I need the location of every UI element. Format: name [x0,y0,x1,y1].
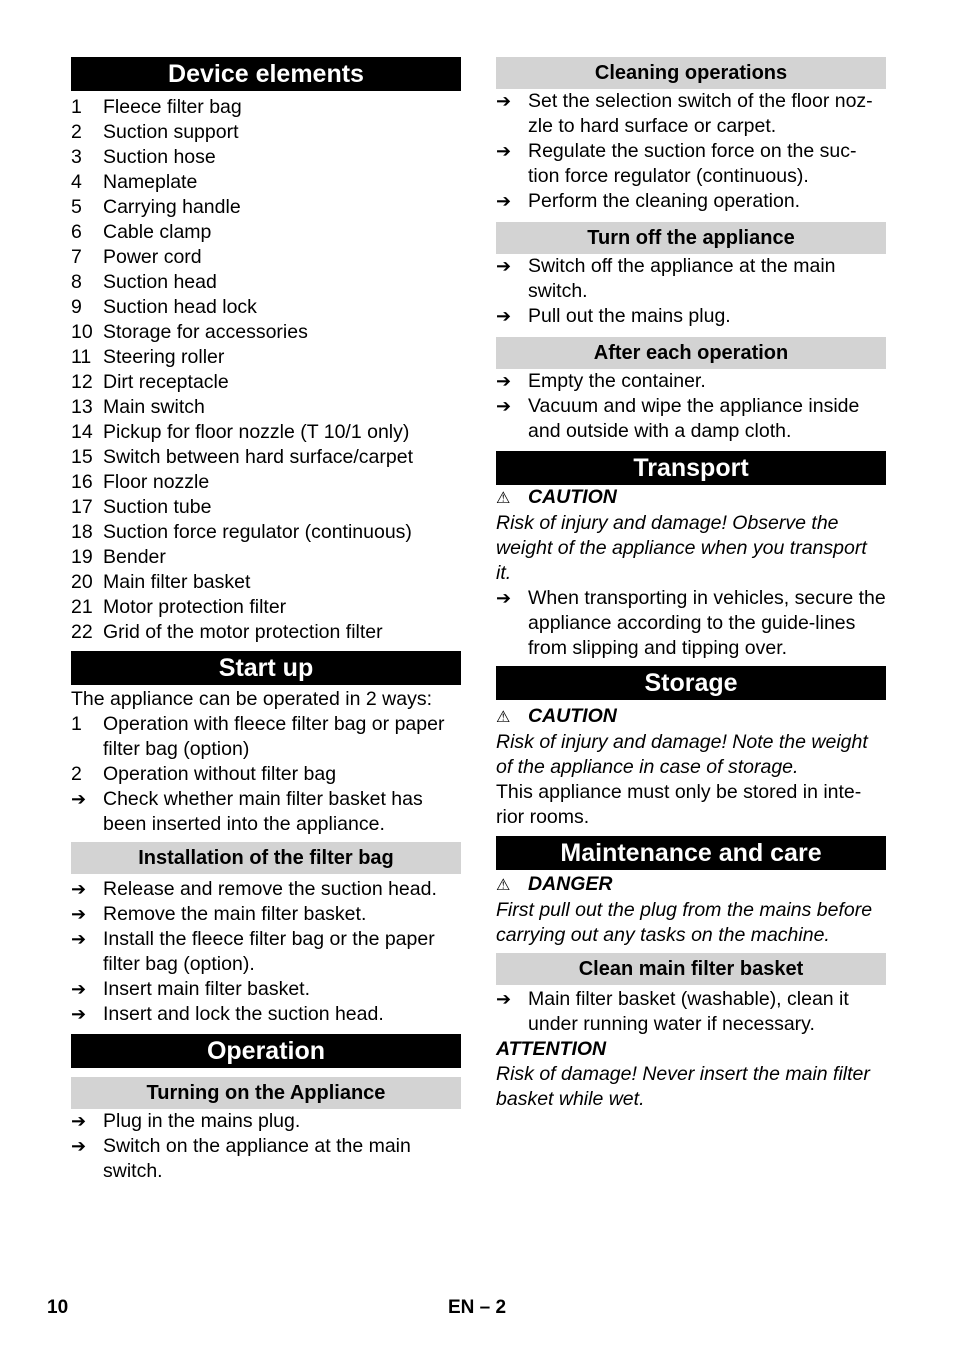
list-item [71,345,461,370]
item-number: 3 [71,146,82,168]
item-text: Switch between hard surface/carpet [103,446,414,468]
list-item [71,270,461,295]
item-text: Operation with fleece filter bag or paper filter bag (option) [103,713,445,760]
left-column [71,57,461,1184]
item-text: Suction head lock [103,296,257,318]
item-number: 14 [71,421,93,443]
step-item [496,394,886,444]
arrow-right-icon: ➔ [496,191,512,211]
page-label: EN – 2 [448,1297,507,1318]
item-number: 16 [71,471,93,493]
storage-note: This appliance must only be stored in inte-rior rooms. [496,781,862,828]
item-number: 13 [71,396,93,418]
step-item [71,977,461,1002]
cleaning-heading: Cleaning operations [496,57,886,89]
list-item [71,395,461,420]
step-text: Set the selection switch of the floor noz-zle to hard surface or carpet. [528,90,873,137]
arrow-right-icon: ➔ [496,989,512,1009]
step-item [496,304,886,329]
step-text: Install the fleece filter bag or the paper filter bag (option). [103,928,435,975]
item-text: Main switch [103,396,205,418]
arrow-right-icon: ➔ [496,588,512,608]
installation-steps [71,877,461,1027]
item-text: Suction force regulator (continuous) [103,521,412,543]
list-item [71,195,461,220]
step-text: Regulate the suction force on the suc-tion force regulator (continuous). [528,140,857,187]
list-item [71,445,461,470]
maintenance-danger [496,872,886,898]
step-item [496,89,886,139]
list-item [71,570,461,595]
transport-caution [496,485,886,511]
list-item [71,762,461,787]
item-text: Steering roller [103,346,225,368]
page-number: 10 [47,1297,69,1318]
step-text: Remove the main filter basket. [103,903,367,925]
item-number: 11 [71,346,92,368]
item-number: 1 [71,96,82,118]
maintenance-heading: Maintenance and care [496,836,886,870]
storage-heading: Storage [496,666,886,700]
device-elements-list [71,95,461,645]
item-number: 22 [71,621,93,643]
arrow-right-icon: ➔ [496,371,512,391]
transport-heading: Transport [496,451,886,485]
step-text: Insert and lock the suction head. [103,1003,384,1025]
item-text: Nameplate [103,171,198,193]
list-item [71,520,461,545]
step-text: Switch on the appliance at the main switch. [103,1135,411,1182]
item-text: Main filter basket [103,571,251,593]
step-item [71,1002,461,1027]
list-item [71,295,461,320]
item-number: 12 [71,371,93,393]
item-number: 2 [71,763,82,785]
danger-label: DANGER [528,873,613,895]
item-text: Operation without filter bag [103,763,337,785]
item-number: 4 [71,171,82,193]
step-item [496,369,886,394]
item-number: 9 [71,296,82,318]
operation-heading: Operation [71,1034,461,1068]
item-number: 20 [71,571,93,593]
cleaning-steps [496,89,886,214]
item-text: Suction tube [103,496,212,518]
item-number: 8 [71,271,82,293]
attention-text: Risk of damage! Never insert the main filter basket while wet. [496,1063,870,1110]
item-number: 15 [71,446,93,468]
step-item [71,927,461,977]
arrow-right-icon: ➔ [496,256,512,276]
list-item [71,545,461,570]
step-item [496,189,886,214]
list-item [71,420,461,445]
turning-on-steps [71,1109,461,1184]
device-elements-heading: Device elements [71,57,461,91]
list-item [71,245,461,270]
list-item [71,370,461,395]
item-text: Pickup for floor nozzle (T 10/1 only) [103,421,410,443]
warning-icon: ⚠ [496,490,511,507]
turn-off-heading: Turn off the appliance [496,222,886,254]
item-text: Fleece filter bag [103,96,242,118]
arrow-right-icon: ➔ [496,141,512,161]
arrow-right-icon: ➔ [496,396,512,416]
list-item [71,620,461,645]
arrow-right-icon: ➔ [71,904,87,924]
item-text: Bender [103,546,166,568]
attention-label: ATTENTION [496,1038,607,1060]
step-text: Release and remove the suction head. [103,878,437,900]
item-text: Suction hose [103,146,216,168]
step-item [496,139,886,189]
step-item [496,586,886,661]
list-item [71,145,461,170]
caution-label: CAUTION [528,705,617,727]
item-text: Suction head [103,271,217,293]
storage-caution-text: Risk of injury and damage! Note the weight of the appliance in case of storage. [496,731,868,778]
item-text: Power cord [103,246,202,268]
clean-filter-steps [496,987,886,1037]
step-text: Main filter basket (washable), clean it under running water if necessary. [528,988,849,1035]
item-number: 5 [71,196,82,218]
clean-filter-heading: Clean main filter basket [496,953,886,985]
item-text: Motor protection filter [103,596,287,618]
arrow-right-icon: ➔ [71,789,87,809]
list-item [71,170,461,195]
transport-steps [496,586,886,661]
step-item [71,877,461,902]
item-number: 1 [71,713,82,735]
step-item [71,787,461,837]
step-text: Switch off the appliance at the main switch. [528,255,836,302]
item-text: Floor nozzle [103,471,210,493]
storage-caution [496,704,886,730]
arrow-right-icon: ➔ [71,1111,87,1131]
item-number: 21 [71,596,93,618]
list-item [71,495,461,520]
installation-heading: Installation of the filter bag [71,842,461,874]
after-each-steps [496,369,886,444]
arrow-right-icon: ➔ [71,979,87,999]
item-text: Carrying handle [103,196,241,218]
step-text: Vacuum and wipe the appliance inside and outside with a damp cloth. [528,395,860,442]
step-text: Check whether main filter basket has been inserted into the appliance. [103,788,423,835]
start-up-steps [71,787,461,837]
item-text: Grid of the motor protection filter [103,621,383,643]
list-item [71,120,461,145]
list-item [71,220,461,245]
arrow-right-icon: ➔ [496,306,512,326]
item-number: 17 [71,496,93,518]
step-item [496,254,886,304]
step-item [71,1109,461,1134]
step-item [71,1134,461,1184]
transport-caution-text: Risk of injury and damage! Observe the weight of the appliance when you transport it. [496,512,867,584]
item-text: Storage for accessories [103,321,308,343]
start-up-intro: The appliance can be operated in 2 ways: [71,688,432,710]
list-item [71,320,461,345]
step-text: Insert main filter basket. [103,978,310,1000]
warning-icon: ⚠ [496,877,511,894]
step-text: When transporting in vehicles, secure the appliance according to the guide-lines from slipping and tipping over. [528,587,886,659]
item-number: 19 [71,546,93,568]
item-number: 10 [71,321,93,343]
list-item [71,712,461,762]
item-number: 18 [71,521,93,543]
list-item [71,470,461,495]
operation-ways-list [71,712,461,787]
step-text: Empty the container. [528,370,706,392]
step-text: Plug in the mains plug. [103,1110,301,1132]
item-number: 2 [71,121,82,143]
item-number: 6 [71,221,82,243]
turn-off-steps [496,254,886,329]
step-text: Perform the cleaning operation. [528,190,801,212]
item-number: 7 [71,246,82,268]
list-item [71,95,461,120]
right-column [496,57,886,1112]
step-text: Pull out the mains plug. [528,305,731,327]
arrow-right-icon: ➔ [71,879,87,899]
list-item [71,595,461,620]
arrow-right-icon: ➔ [71,1136,87,1156]
step-item [71,902,461,927]
warning-icon: ⚠ [496,709,511,726]
after-each-heading: After each operation [496,337,886,369]
item-text: Suction support [103,121,239,143]
start-up-heading: Start up [71,651,461,685]
maintenance-danger-text: First pull out the plug from the mains before carrying out any tasks on the machine. [496,899,873,946]
caution-label: CAUTION [528,486,617,508]
arrow-right-icon: ➔ [71,1004,87,1024]
turning-on-heading: Turning on the Appliance [71,1077,461,1109]
step-item [496,987,886,1037]
item-text: Dirt receptacle [103,371,229,393]
arrow-right-icon: ➔ [496,91,512,111]
item-text: Cable clamp [103,221,212,243]
arrow-right-icon: ➔ [71,929,87,949]
